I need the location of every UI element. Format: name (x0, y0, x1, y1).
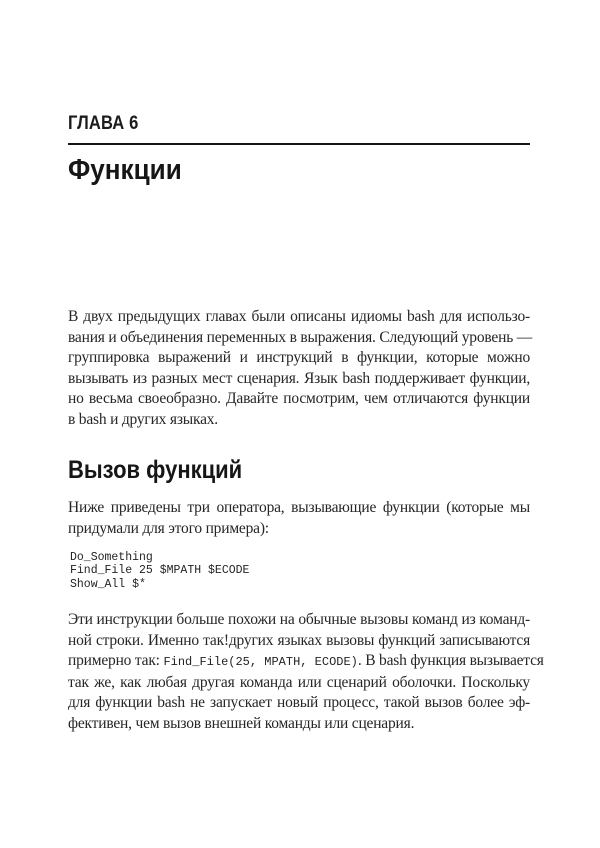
section-heading: Вызов функций (68, 456, 243, 484)
text-line: придумали для этого примера): (68, 519, 269, 537)
text-line: Find_File 25 $MPATH $ECODE (70, 564, 250, 578)
code-block (70, 551, 530, 591)
text-line: Ниже приведены три оператора, вызывающие функции (которые мы (68, 499, 530, 516)
text-line: Show_All $* (70, 577, 146, 591)
text-line: группировка выражений и инструкций в функции, которые можно (68, 349, 530, 366)
text-line: ной строки. Именно так!других языках вызовы функций записываются (68, 631, 530, 649)
text-line: В двух предыдущих главах были описаны идиомы bash для использо- (68, 308, 530, 325)
intro-paragraph (68, 307, 533, 430)
text-line: но весьма своеобразно. Давайте посмотрим, чем отличаются функции (68, 390, 530, 407)
chapter-kicker: ГЛАВА 6 (68, 113, 139, 134)
body-paragraph (68, 610, 544, 734)
text-line: для функции bash не запускает новый процесс, такой вызов более эф- (68, 694, 530, 711)
text-line: примерно так: Find_File(25, MPATH, ECODE). В bash функция вызывается (68, 652, 544, 669)
text-line: вания и объединения переменных в выражения. Следующий уровень — (68, 328, 533, 346)
text-line: в bash и других языках. (68, 410, 218, 428)
text-line: вызывать из разных мест сценария. Язык bash поддерживает функции, (68, 369, 530, 387)
text-line: Do_Something (70, 551, 153, 564)
text-line: так же, как любая другая команда или сценарий оболочки. Поскольку (68, 673, 530, 691)
chapter-rule (68, 143, 530, 145)
section-lead-paragraph (68, 498, 530, 539)
chapter-title: Функции (68, 154, 182, 186)
text-line: Эти инструкции больше похожи на обычные вызовы команд из команд- (68, 611, 530, 628)
text-line: фективен, чем вызов внешней команды или сценария. (68, 714, 415, 732)
